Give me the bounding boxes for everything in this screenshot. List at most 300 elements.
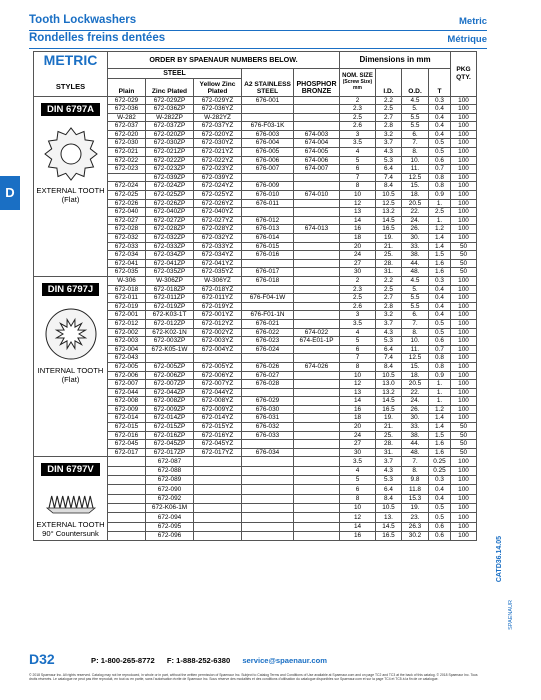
cell-yellow-zinc: 672-045YZ [194,440,242,449]
cell-id: 25. [376,431,402,440]
cell-pkg-qty: 100 [451,466,477,475]
cell-id: 6.4 [376,485,402,494]
cell-pkg-qty: 100 [451,457,477,466]
cell-a2-stainless: 676-012 [242,216,294,225]
cell-plain: 672-015 [108,423,146,432]
cell-t: 0.4 [429,294,451,303]
cell-phosphor-bronze [294,216,340,225]
cell-id: 19. [376,234,402,243]
cell-phosphor-bronze [294,302,340,311]
cell-pkg-qty: 100 [451,476,477,485]
cell-pkg-qty: 100 [451,532,477,541]
cell-id: 14.5 [376,397,402,406]
cell-id: 16.5 [376,225,402,234]
cell-id: 13.2 [376,388,402,397]
cell-yellow-zinc: 672-008YZ [194,397,242,406]
cell-od: 8. [402,466,429,475]
cell-yellow-zinc: 672-022YZ [194,156,242,165]
email-link[interactable]: service@spaenaur.com [242,656,327,665]
cell-id: 12.5 [376,199,402,208]
cell-yellow-zinc: 672-036YZ [194,105,242,114]
cell-plain [108,494,146,503]
cell-nom-size: 2.5 [340,113,376,122]
cell-phosphor-bronze [294,388,340,397]
cell-id: 14.5 [376,522,402,531]
cell-phosphor-bronze [294,285,340,294]
cell-t: 1. [429,216,451,225]
cell-phosphor-bronze [294,414,340,423]
cell-a2-stainless: 676-021 [242,319,294,328]
cell-yellow-zinc: 672-033YZ [194,242,242,251]
cell-od: 5. [402,285,429,294]
cell-phosphor-bronze: 674-022 [294,328,340,337]
cell-t: 1.4 [429,414,451,423]
cell-yellow-zinc: 672-021YZ [194,148,242,157]
cell-pkg-qty: 50 [451,448,477,457]
cell-a2-stainless: 676-003 [242,130,294,139]
cell-pkg-qty: 100 [451,182,477,191]
cell-yellow-zinc [194,513,242,522]
cell-pkg-qty: 100 [451,328,477,337]
cell-od: 33. [402,423,429,432]
cell-phosphor-bronze [294,440,340,449]
cell-id: 2.5 [376,285,402,294]
cell-pkg-qty: 100 [451,405,477,414]
din-badge: DIN 6797A [41,103,100,116]
cell-phosphor-bronze [294,294,340,303]
table-body [34,96,477,541]
cell-yellow-zinc: 672-026YZ [194,199,242,208]
cell-t: 0.4 [429,122,451,131]
cell-phosphor-bronze [294,466,340,475]
cell-id: 10.5 [376,191,402,200]
cell-nom-size: 20 [340,423,376,432]
cell-plain: 672-003 [108,337,146,346]
cell-zinc-plated: 672-003ZP [146,337,194,346]
cell-od: 26. [402,225,429,234]
cell-od: 5.5 [402,302,429,311]
cell-id: 2.8 [376,122,402,131]
cell-od: 15.3 [402,494,429,503]
cell-t: 0.6 [429,156,451,165]
cell-zinc-plated: W-282ZP [146,113,194,122]
cell-zinc-plated: 672-040ZP [146,208,194,217]
cell-plain: 672-041 [108,259,146,268]
cell-nom-size: 10 [340,504,376,513]
table-row [34,276,477,285]
header-divider [29,30,487,31]
cell-zinc-plated: 672-041ZP [146,259,194,268]
cell-od: 10. [402,156,429,165]
cell-t: 0.25 [429,466,451,475]
cell-pkg-qty: 50 [451,431,477,440]
cell-t: 0.4 [429,311,451,320]
cell-nom-size: 8 [340,362,376,371]
cell-t: 0.3 [429,276,451,285]
cell-plain: 672-034 [108,251,146,260]
cell-yellow-zinc: 672-011YZ [194,294,242,303]
cell-plain: 672-022 [108,156,146,165]
cell-nom-size: 2.5 [340,294,376,303]
cell-nom-size: 13 [340,208,376,217]
t-heading: T [429,68,451,96]
steel-heading: STEEL [108,68,242,78]
cell-zinc-plated: 672-034ZP [146,251,194,260]
cell-plain: 672-035 [108,268,146,277]
cell-yellow-zinc: 672-029YZ [194,96,242,105]
cell-nom-size: 3 [340,311,376,320]
cell-t: 0.25 [429,457,451,466]
cell-a2-stainless [242,494,294,503]
cell-nom-size: 3.5 [340,139,376,148]
cell-phosphor-bronze [294,105,340,114]
cell-t: 1. [429,199,451,208]
cell-plain: 672-007 [108,380,146,389]
cell-nom-size: 5 [340,156,376,165]
cell-plain: 672-040 [108,208,146,217]
cell-pkg-qty: 100 [451,234,477,243]
cell-pkg-qty: 100 [451,96,477,105]
nom-size-label: NOM. SIZE [342,73,373,79]
cell-t: 0.5 [429,504,451,513]
cell-yellow-zinc: 672-002YZ [194,328,242,337]
cell-plain: 672-043 [108,354,146,363]
cell-t: 0.6 [429,532,451,541]
metric-label-en: Metric [459,16,487,27]
cell-id: 4.3 [376,328,402,337]
cell-plain: 672-009 [108,405,146,414]
cell-od: 4.5 [402,96,429,105]
cell-a2-stainless: 676-004 [242,139,294,148]
cell-zinc-plated: 672-020ZP [146,130,194,139]
cell-plain: 672-045 [108,440,146,449]
cell-zinc-plated: 672-017ZP [146,448,194,457]
cell-od: 38. [402,431,429,440]
cell-id: 3.2 [376,130,402,139]
cell-od: 18. [402,371,429,380]
cell-phosphor-bronze [294,345,340,354]
cell-od: 22. [402,388,429,397]
zinc-plated-heading: Zinc Plated [146,78,194,96]
cell-zinc-plated: 672-005ZP [146,362,194,371]
cell-a2-stainless: 676-016 [242,251,294,260]
cell-id: 13.2 [376,208,402,217]
cell-phosphor-bronze [294,405,340,414]
cell-phosphor-bronze [294,276,340,285]
product-table [33,51,477,541]
cell-od: 33. [402,242,429,251]
cell-pkg-qty: 100 [451,276,477,285]
cell-a2-stainless [242,466,294,475]
cell-pkg-qty: 100 [451,165,477,174]
cell-nom-size: 14 [340,522,376,531]
cell-pkg-qty: 100 [451,139,477,148]
cell-plain [108,485,146,494]
cell-nom-size: 10 [340,191,376,200]
cell-plain: 672-018 [108,285,146,294]
cell-nom-size: 16 [340,225,376,234]
a2-stainless-heading: A2 STAINLESS STEEL [242,68,294,96]
cell-yellow-zinc [194,532,242,541]
cell-yellow-zinc [194,354,242,363]
metric-label-fr: Métrique [447,34,487,45]
dimensions-heading: Dimensions in mm [340,52,451,69]
cell-plain: 672-004 [108,345,146,354]
cell-a2-stainless [242,105,294,114]
cell-id: 8.4 [376,494,402,503]
cell-pkg-qty: 100 [451,173,477,182]
cell-id: 6.4 [376,345,402,354]
cell-nom-size: 24 [340,251,376,260]
cell-od: 7. [402,457,429,466]
cell-zinc-plated: 672-015ZP [146,423,194,432]
cell-t: 1. [429,397,451,406]
metric-heading: METRIC [34,52,108,69]
cell-yellow-zinc: 672-012YZ [194,319,242,328]
legal-notice: © 2018 Spaenaur Inc. All rights reserved. Catalog may not be reproduced, in whole or in part, without the written permission of Spaenaur Inc. Subject to Catalog Terms and Conditions of Use available at Spaenaur.com and on page TC2 and TC3 at the back of this catalog. © 2018 Spaenaur Inc. Tous droits réservés. Le catalogue ne peut pas être reproduit, en tout ou en partie, sans l'autorisation écrite de Spaenaur Inc. Sous réserve des modalités et des conditions d'utilisation du catalogue disponibles sur Spaenaur.com et sur la page TC4 et TC5 à la fin de ce catalogue. [29,673,478,682]
cell-zinc-plated: 672-096 [146,532,194,541]
od-heading: O.D. [402,68,429,96]
cell-pkg-qty: 100 [451,319,477,328]
cell-t: 1. [429,388,451,397]
cell-t: 0.3 [429,96,451,105]
cell-plain: 672-025 [108,191,146,200]
cell-pkg-qty: 100 [451,113,477,122]
cell-zinc-plated: 672-012ZP [146,319,194,328]
cell-zinc-plated: 672-027ZP [146,216,194,225]
cell-od: 8. [402,148,429,157]
cell-yellow-zinc: 672-019YZ [194,302,242,311]
cell-phosphor-bronze [294,485,340,494]
cell-zinc-plated: 672-019ZP [146,302,194,311]
cell-yellow-zinc [194,476,242,485]
cell-pkg-qty: 100 [451,285,477,294]
styles-heading: STYLES [34,78,108,96]
cell-zinc-plated: 672-035ZP [146,268,194,277]
cell-nom-size: 13 [340,388,376,397]
cell-t: 0.6 [429,337,451,346]
cell-nom-size: 8 [340,494,376,503]
cell-a2-stainless: 676-033 [242,431,294,440]
plain-heading: Plain [108,78,146,96]
cell-t: 1.4 [429,234,451,243]
cell-id: 2.8 [376,302,402,311]
cell-a2-stainless: 676-022 [242,328,294,337]
cell-a2-stainless: 676-031 [242,414,294,423]
cell-phosphor-bronze [294,268,340,277]
cell-zinc-plated: 672-032ZP [146,234,194,243]
cell-zinc-plated: 672-023ZP [146,165,194,174]
cell-id: 4.3 [376,148,402,157]
cell-nom-size: 6 [340,485,376,494]
cell-zinc-plated: 672-K03-1T [146,311,194,320]
cell-zinc-plated: 672-011ZP [146,294,194,303]
cell-phosphor-bronze [294,242,340,251]
cell-a2-stainless: 676-F04-1W [242,294,294,303]
cell-pkg-qty: 100 [451,362,477,371]
cell-phosphor-bronze [294,423,340,432]
cell-id: 16.5 [376,532,402,541]
cell-nom-size: 3 [340,130,376,139]
cell-od: 12.5 [402,173,429,182]
cell-zinc-plated: 672-007ZP [146,380,194,389]
cell-plain: 672-021 [108,148,146,157]
cell-t: 1.6 [429,259,451,268]
page-title-en: Tooth Lockwashers [29,14,137,26]
cell-nom-size: 30 [340,448,376,457]
cell-pkg-qty: 100 [451,354,477,363]
cell-plain: 672-002 [108,328,146,337]
cell-id: 13. [376,513,402,522]
cell-od: 26. [402,405,429,414]
cell-phosphor-bronze [294,457,340,466]
cell-yellow-zinc: 672-027YZ [194,216,242,225]
cell-zinc-plated: 672-021ZP [146,148,194,157]
cell-a2-stainless: 676-007 [242,165,294,174]
cell-nom-size: 6 [340,165,376,174]
cell-yellow-zinc: 672-001YZ [194,311,242,320]
cell-phosphor-bronze [294,251,340,260]
cell-id: 2.2 [376,276,402,285]
cell-pkg-qty: 100 [451,130,477,139]
cell-phosphor-bronze: 674-013 [294,225,340,234]
cell-plain [108,532,146,541]
cell-pkg-qty: 50 [451,259,477,268]
cell-od: 9.8 [402,476,429,485]
cell-pkg-qty: 100 [451,311,477,320]
section-tab: D [0,176,20,210]
cell-a2-stainless: 676-010 [242,191,294,200]
cell-yellow-zinc [194,457,242,466]
cell-zinc-plated: 672-024ZP [146,182,194,191]
cell-nom-size: 14 [340,397,376,406]
header-divider-bottom [29,48,487,49]
order-by-heading: ORDER BY SPAENAUR NUMBERS BELOW. [108,52,340,69]
cell-pkg-qty: 100 [451,105,477,114]
cell-plain: 672-020 [108,130,146,139]
cell-nom-size: 4 [340,466,376,475]
cell-a2-stainless [242,504,294,513]
cell-yellow-zinc: 672-016YZ [194,431,242,440]
cell-a2-stainless [242,354,294,363]
cell-a2-stainless [242,485,294,494]
cell-phosphor-bronze [294,173,340,182]
cell-od: 48. [402,268,429,277]
cell-zinc-plated: 672-009ZP [146,405,194,414]
cell-yellow-zinc: 672-003YZ [194,337,242,346]
cell-a2-stainless: 676-032 [242,423,294,432]
cell-plain: W-306 [108,276,146,285]
cell-yellow-zinc: 672-017YZ [194,448,242,457]
cell-a2-stainless: 676-015 [242,242,294,251]
page-title-fr: Rondelles freins dentées [29,32,166,44]
cell-zinc-plated: 672-045ZP [146,440,194,449]
cell-t: 1.4 [429,423,451,432]
cell-pkg-qty: 100 [451,397,477,406]
cell-phosphor-bronze [294,259,340,268]
cell-a2-stainless [242,476,294,485]
cell-plain [108,173,146,182]
cell-od: 5.5 [402,294,429,303]
cell-nom-size: 2.6 [340,122,376,131]
cell-plain: 672-006 [108,371,146,380]
cell-plain: 672-027 [108,216,146,225]
cell-zinc-plated: 672-K05-1W [146,345,194,354]
cell-plain: 672-030 [108,139,146,148]
cell-yellow-zinc: 672-024YZ [194,182,242,191]
cell-plain: 672-044 [108,388,146,397]
cell-zinc-plated: 672-088 [146,466,194,475]
cell-id: 10.5 [376,371,402,380]
cell-plain: 672-012 [108,319,146,328]
cell-nom-size: 5 [340,337,376,346]
cell-a2-stainless [242,513,294,522]
cell-od: 38. [402,251,429,260]
cell-phosphor-bronze [294,494,340,503]
cell-a2-stainless: 676-F01-1N [242,311,294,320]
cell-nom-size: 3.5 [340,457,376,466]
cell-od: 44. [402,440,429,449]
cell-plain: 672-008 [108,397,146,406]
cell-a2-stainless: 676-028 [242,380,294,389]
product-table-container [33,51,476,640]
cell-zinc-plated: 672-036ZP [146,105,194,114]
table-row [34,96,477,105]
cell-od: 44. [402,259,429,268]
cell-zinc-plated: 672-033ZP [146,242,194,251]
cell-zinc-plated: 672-K02-1N [146,328,194,337]
contact-info [91,656,337,665]
cell-pkg-qty: 100 [451,388,477,397]
cell-yellow-zinc: 672-041YZ [194,259,242,268]
cell-plain: 672-029 [108,96,146,105]
cell-od: 11.8 [402,485,429,494]
cell-a2-stainless: 676-F03-1K [242,122,294,131]
cell-od: 6. [402,311,429,320]
cell-pkg-qty: 100 [451,199,477,208]
cell-phosphor-bronze: 674-006 [294,156,340,165]
cell-od: 11. [402,345,429,354]
cell-a2-stainless [242,285,294,294]
cell-zinc-plated: 672-094 [146,513,194,522]
cell-yellow-zinc: 672-018YZ [194,285,242,294]
cell-id: 21. [376,423,402,432]
cell-zinc-plated: 672-022ZP [146,156,194,165]
cell-a2-stainless: 676-034 [242,448,294,457]
cell-zinc-plated: 672-029ZP [146,96,194,105]
fax-number: F: 1-888-252-6380 [166,656,231,665]
cell-zinc-plated: 672-016ZP [146,431,194,440]
cell-t: 0.3 [429,476,451,485]
cell-id: 8.4 [376,182,402,191]
cell-phosphor-bronze: 674-004 [294,139,340,148]
cell-od: 20.5 [402,380,429,389]
cell-t: 0.4 [429,285,451,294]
style-cell [34,96,108,276]
cell-phosphor-bronze [294,397,340,406]
cell-a2-stainless: 676-005 [242,148,294,157]
cell-a2-stainless [242,532,294,541]
pkg-qty-heading: PKG QTY. [451,52,477,97]
cell-a2-stainless: 676-014 [242,234,294,243]
cell-id: 28. [376,259,402,268]
cell-plain [108,504,146,513]
cell-nom-size: 7 [340,173,376,182]
cell-yellow-zinc: 672-009YZ [194,405,242,414]
cell-phosphor-bronze [294,448,340,457]
cell-plain: 672-019 [108,302,146,311]
cell-t: 0.4 [429,302,451,311]
